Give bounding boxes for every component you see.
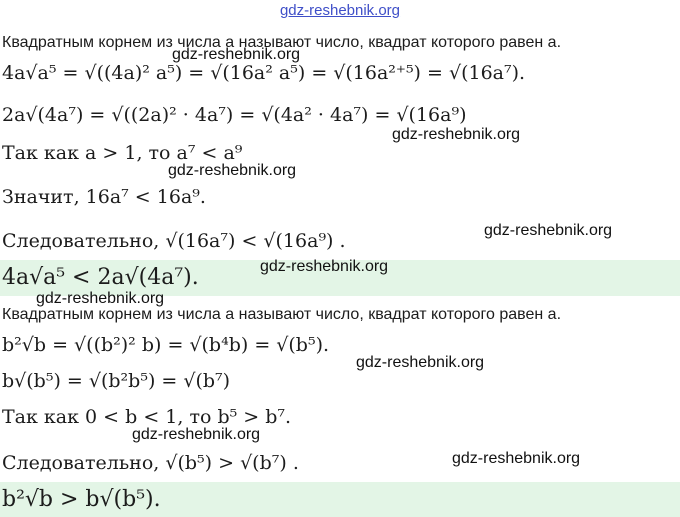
equation-2a: b²√b = √((b²)² b) = √(b⁴b) = √(b⁵). [2, 334, 330, 356]
watermark: gdz-reshebnik.org [36, 290, 165, 307]
watermark: gdz-reshebnik.org [172, 46, 301, 63]
equation-2b: b√(b⁵) = √(b²b⁵) = √(b⁷) [2, 370, 231, 392]
watermark: gdz-reshebnik.org [452, 450, 581, 467]
condition-2: Так как 0 < b < 1, то b⁵ > b⁷. [2, 406, 292, 428]
watermark: gdz-reshebnik.org [168, 162, 297, 179]
answer-2: b²√b > b√(b⁵). [2, 487, 161, 512]
therefore-2: Следовательно, √(b⁵) > √(b⁷) . [2, 452, 299, 474]
definition-text-1: Квадратным корнем из числа a называют число, квадрат которого равен a. [2, 34, 562, 51]
watermark: gdz-reshebnik.org [260, 258, 389, 275]
watermark: gdz-reshebnik.org [356, 354, 485, 371]
watermark: gdz-reshebnik.org [392, 126, 521, 143]
condition-1: Так как a > 1, то a⁷ < a⁹ [2, 142, 243, 164]
site-header-link[interactable]: gdz-reshebnik.org [279, 2, 401, 19]
conclusion-1: Значит, 16a⁷ < 16a⁹. [2, 186, 206, 208]
answer-1: 4a√a⁵ < 2a√(4a⁷). [2, 265, 199, 290]
watermark: gdz-reshebnik.org [484, 222, 613, 239]
therefore-1: Следовательно, √(16a⁷) < √(16a⁹) . [2, 230, 346, 252]
watermark: gdz-reshebnik.org [132, 426, 261, 443]
definition-2: Квадратным корнем из числа a называют число, квадрат которого равен a. [2, 306, 562, 323]
equation-1a: 4a√a⁵ = √((4a)² a⁵) = √(16a² a⁵) = √(16a²⁺⁵) = √(16a⁷). [2, 62, 526, 84]
equation-1b: 2a√(4a⁷) = √((2a)² · 4a⁷) = √(4a² · 4a⁷) = √(16a⁹) [2, 104, 467, 126]
